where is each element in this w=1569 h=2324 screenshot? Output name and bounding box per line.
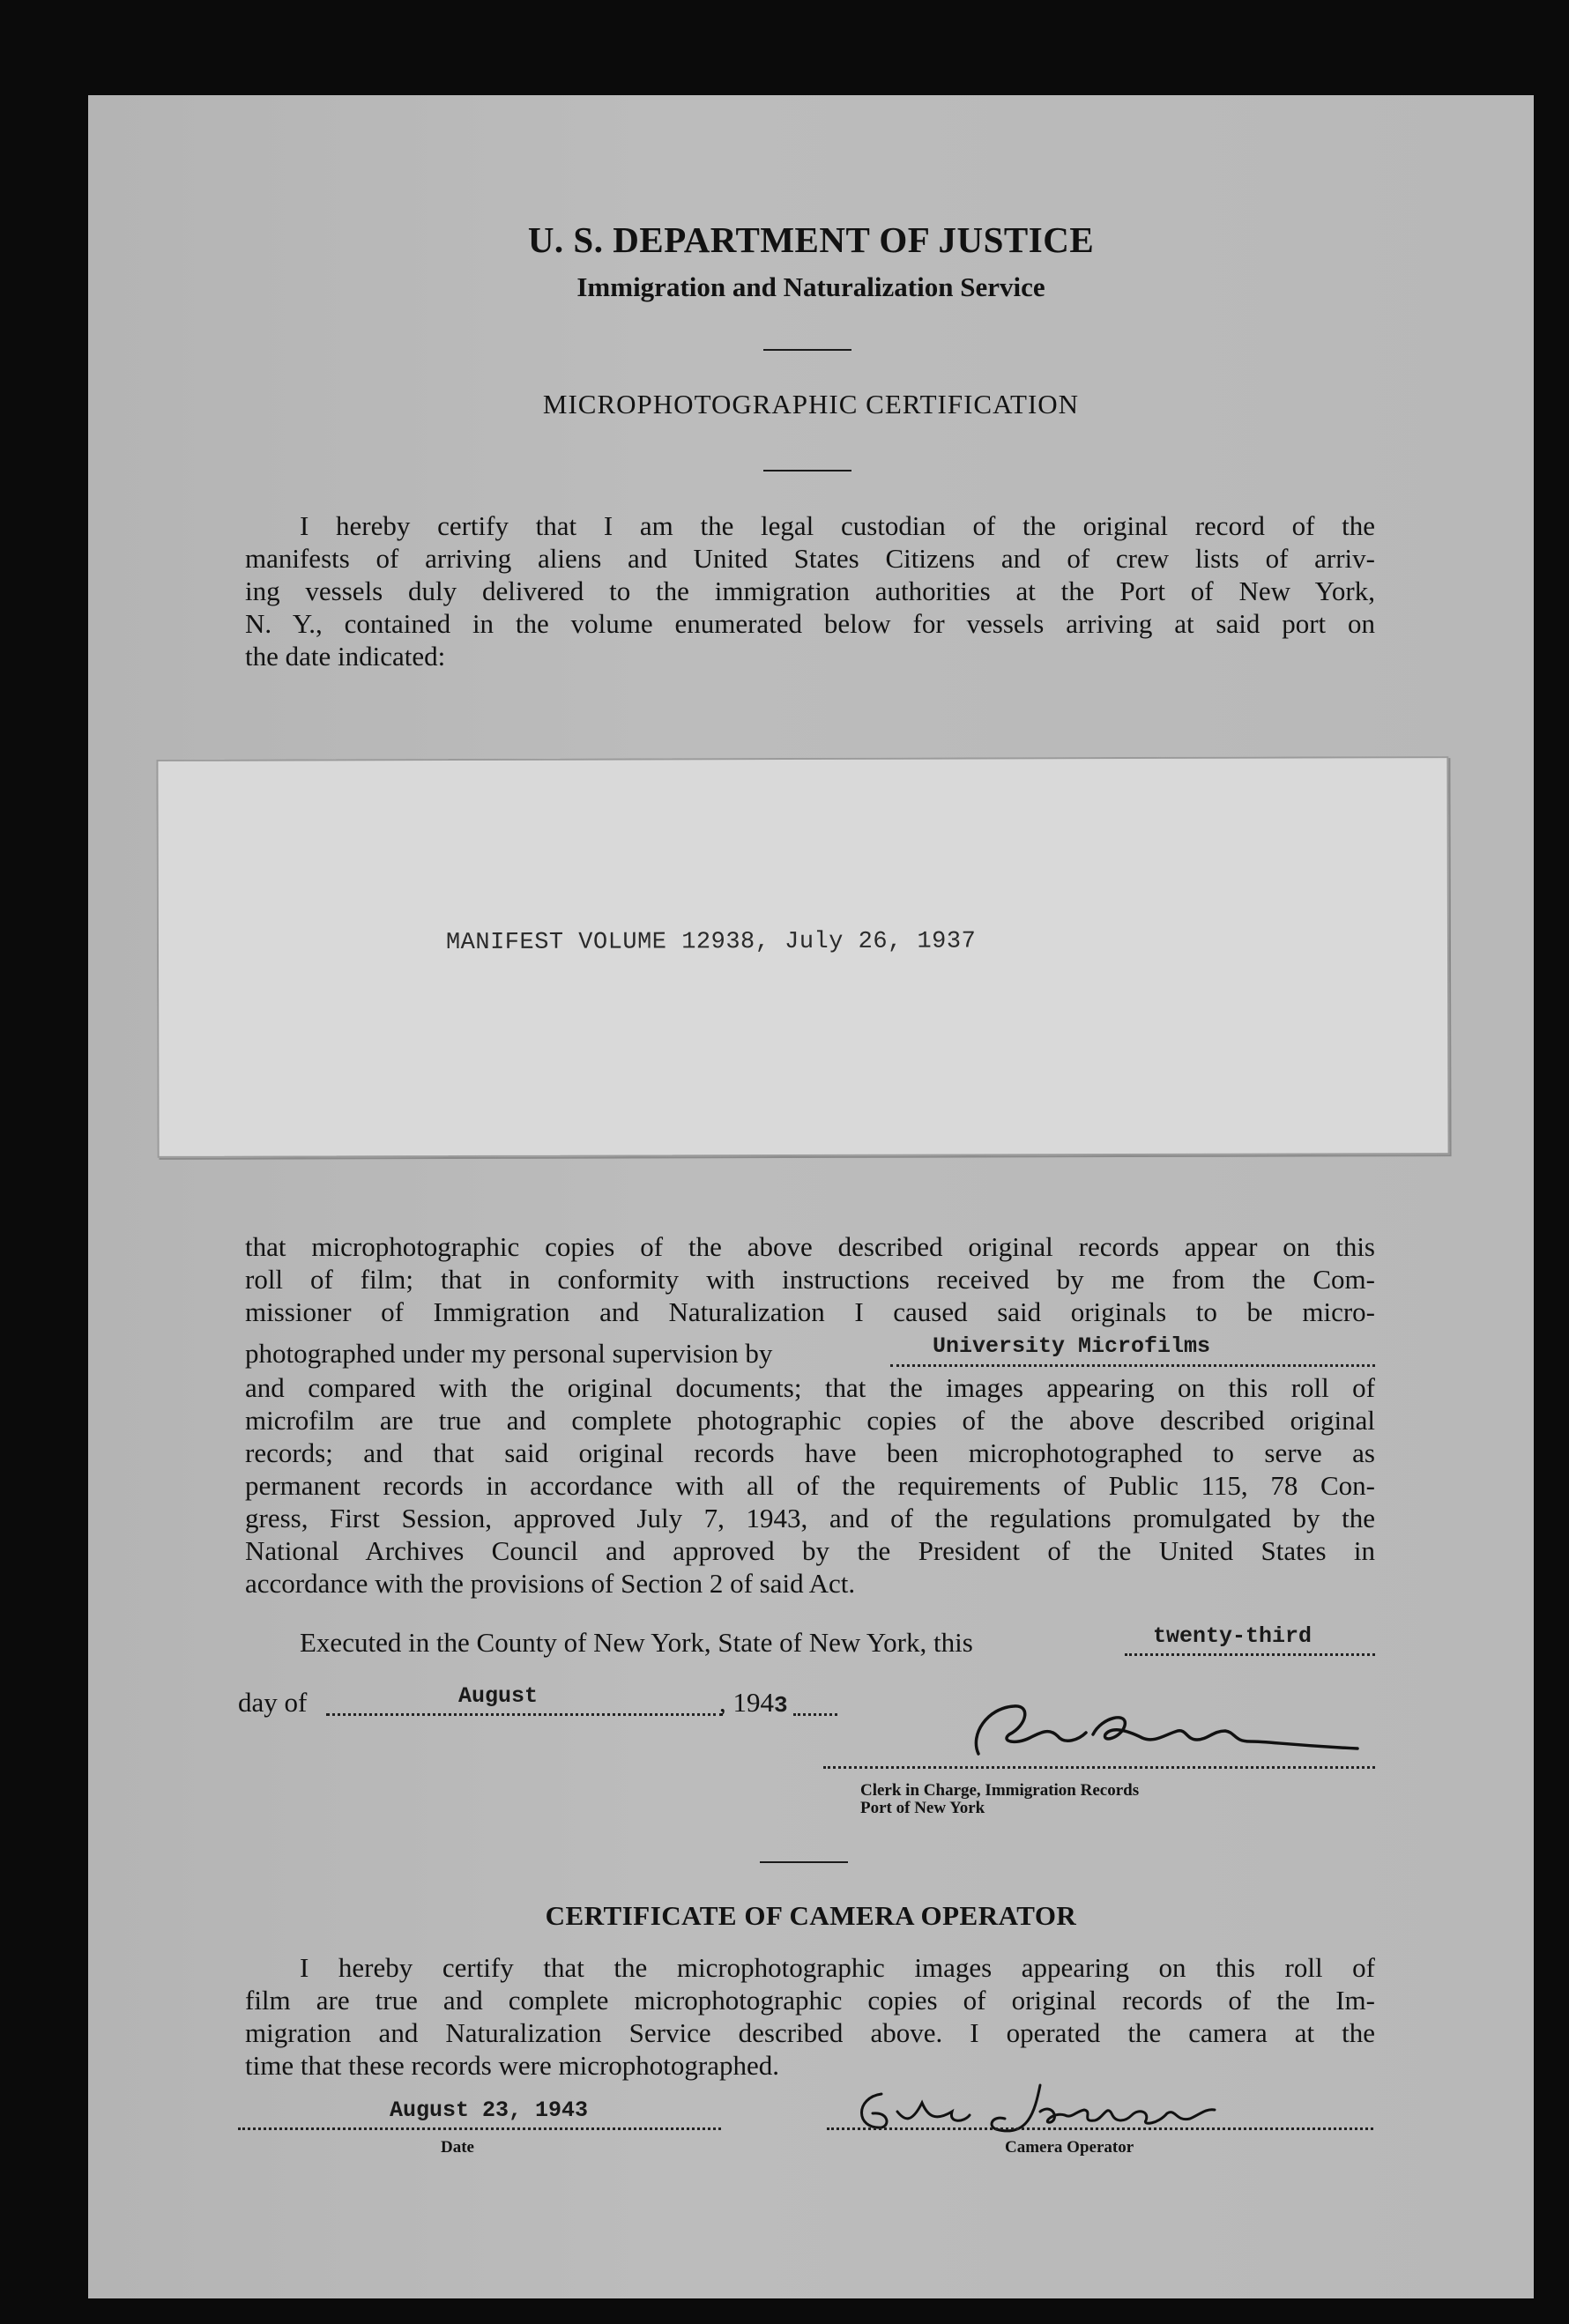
body-line: National Archives Council and approved by the President of the United States in: [245, 1535, 1375, 1566]
body-line: that microphotographic copies of the above described original records appear on this: [245, 1231, 1375, 1262]
camera-line: film are true and complete microphotographic copies of original records of the Im-: [245, 1985, 1375, 2016]
clerk-signature: [917, 1699, 1375, 1770]
intro-line: manifests of arriving aliens and United States Citizens and of crew lists of arriv-: [245, 543, 1375, 574]
divider-rule: [763, 349, 851, 351]
supervisor-name: University Microfilms: [933, 1333, 1211, 1359]
body-line: records; and that said original records have been microphotographed to serve as: [245, 1437, 1375, 1468]
service-subtitle: Immigration and Naturalization Service: [576, 271, 1045, 302]
date-fill-line: [238, 2127, 721, 2130]
body-line: accordance with the provisions of Section 2 of said Act.: [245, 1568, 856, 1599]
execution-month: August: [458, 1683, 539, 1709]
certificate-page: [88, 95, 1534, 2298]
department-title: U. S. DEPARTMENT OF JUSTICE: [527, 219, 1095, 260]
body-paragraph: [245, 1230, 1375, 1328]
body-line: missioner of Immigration and Naturalization I caused said originals to be micro-: [245, 1296, 1375, 1327]
year-prefix-text: , 194: [719, 1687, 774, 1718]
supervision-prefix: photographed under my personal supervision by: [245, 1338, 773, 1369]
body-line: and compared with the original documents; that the images appearing on this roll of: [245, 1372, 1375, 1403]
clerk-signature-stroke: [976, 1706, 1357, 1754]
body-line: microfilm are true and complete photographic copies of the above described original: [245, 1405, 1375, 1436]
body-paragraph-continued: [245, 1371, 1375, 1600]
operator-signature-stroke: [862, 2085, 1216, 2131]
month-fill-line: [326, 1713, 723, 1716]
body-line: gress, First Session, approved July 7, 1943, and of the regulations promulgated by the: [245, 1503, 1375, 1533]
intro-paragraph: [245, 509, 1375, 672]
divider-rule: [763, 470, 851, 471]
camera-line: I hereby certify that the microphotographic images appearing on this roll of: [300, 1952, 1375, 1983]
day-of-label: day of: [238, 1687, 308, 1718]
camera-line: time that these records were microphotographed.: [245, 2050, 779, 2081]
certification-heading: MICROPHOTOGRAPHIC CERTIFICATION: [542, 389, 1080, 420]
clerk-port: Port of New York: [860, 1799, 985, 1817]
intro-line: N. Y., contained in the volume enumerated below for vessels arriving at said port on: [245, 608, 1375, 639]
clerk-signature-line: [823, 1766, 1375, 1769]
year-fill-line: [793, 1713, 837, 1716]
intro-line: I hereby certify that I am the legal custodian of the original record of the: [300, 510, 1375, 541]
execution-day: twenty-third: [1153, 1623, 1312, 1649]
supervisor-fill-line: [890, 1364, 1375, 1367]
day-fill-line: [1125, 1653, 1375, 1656]
year-prefix: [719, 1687, 788, 1719]
camera-paragraph: [245, 1951, 1375, 2082]
body-line: roll of film; that in conformity with instructions received by me from the Com-: [245, 1264, 1375, 1295]
camera-line: migration and Naturalization Service described above. I operated the camera at the: [245, 2017, 1375, 2048]
operator-signature: [820, 2076, 1278, 2147]
year-digit: 3: [774, 1692, 788, 1719]
camera-certificate-heading: CERTIFICATE OF CAMERA OPERATOR: [545, 1900, 1077, 1931]
operator-signature-line: [827, 2127, 1373, 2130]
operator-label: Camera Operator: [1005, 2138, 1134, 2157]
date-label: Date: [441, 2138, 474, 2157]
intro-line: the date indicated:: [245, 641, 446, 672]
camera-date-value: August 23, 1943: [390, 2098, 589, 2123]
body-line: permanent records in accordance with all of the requirements of Public 115, 78 Con-: [245, 1470, 1375, 1501]
manifest-volume-text: MANIFEST VOLUME 12938, July 26, 1937: [445, 928, 977, 957]
divider-rule: [760, 1861, 848, 1863]
manifest-slip: [156, 756, 1449, 1158]
intro-line: ing vessels duly delivered to the immigration authorities at the Port of New York,: [245, 575, 1375, 606]
clerk-title: Clerk in Charge, Immigration Records: [860, 1781, 1140, 1800]
execution-prefix: Executed in the County of New York, State of New York, this: [300, 1627, 973, 1658]
